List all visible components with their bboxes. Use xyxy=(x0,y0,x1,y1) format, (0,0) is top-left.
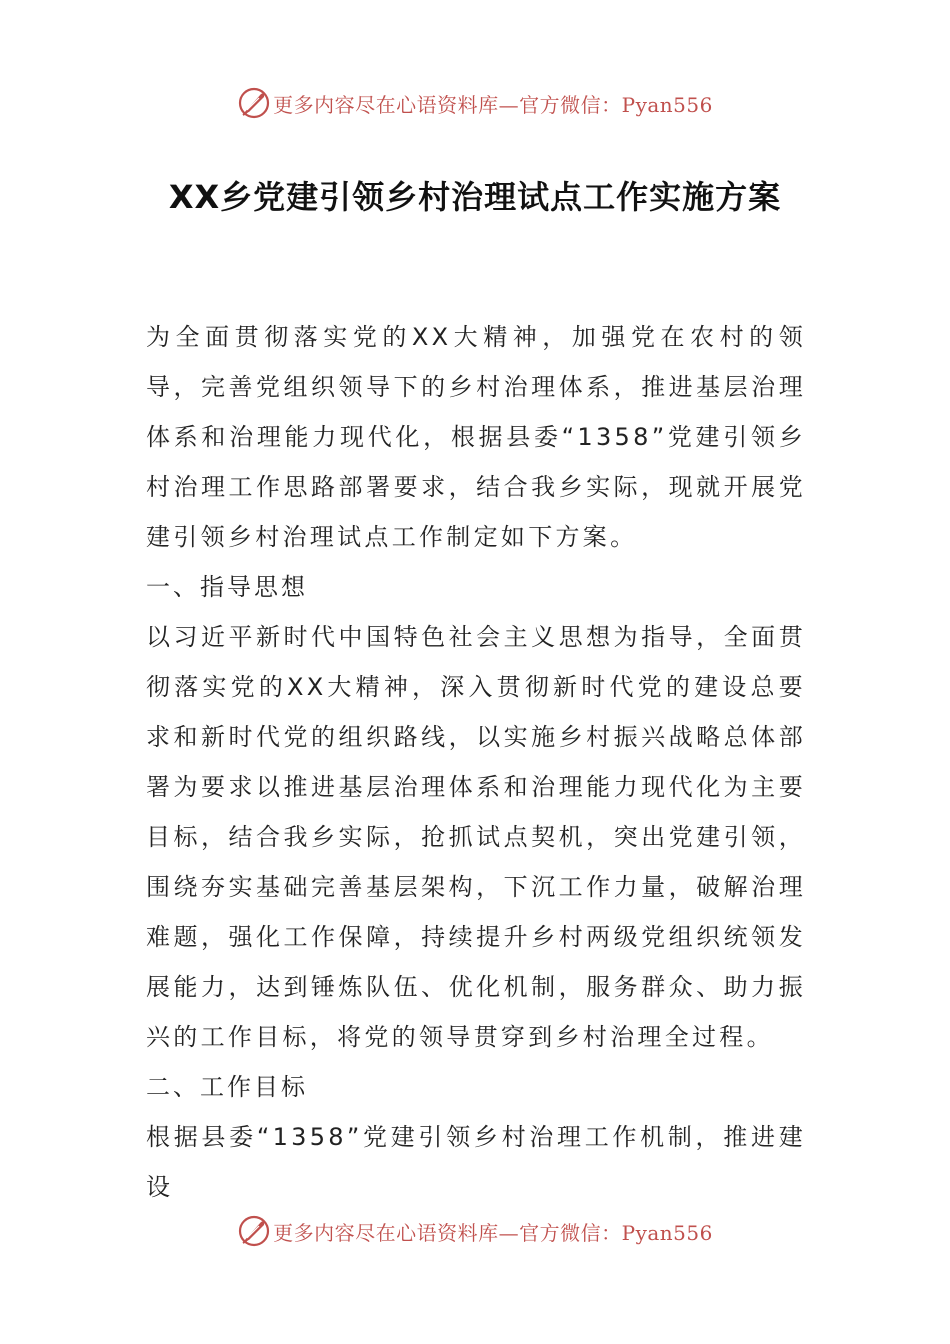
guiding-ideology-paragraph: 以习近平新时代中国特色社会主义思想为指导，全面贯彻落实党的XX大精神，深入贯彻新时代党的建设总要求和新时代党的组织路线，以实施乡村振兴战略总体部署为要求以推进基层治理体系和治理能力现代化为主要目标，结合我乡实际，抢抓试点契机，突出党建引领，围绕夯实基础完善基层架构，下沉工作力量，破解治理难题，强化工作保障，持续提升乡村两级党组织统领发展能力，达到锤炼队伍、优化机制，服务群众、助力振兴的工作目标，将党的领导贯穿到乡村治理全过程。 xyxy=(146,623,806,1051)
watermark-text: 更多内容尽在心语资料库—官方微信：Pyan556 xyxy=(273,92,713,117)
quill-pen-icon xyxy=(237,1214,271,1248)
watermark-text: 更多内容尽在心语资料库—官方微信：Pyan556 xyxy=(273,1220,713,1245)
document-body xyxy=(146,312,806,1212)
section-heading-work-goals: 二、工作目标 xyxy=(146,1073,308,1101)
footer-watermark-banner xyxy=(0,1211,950,1251)
work-goals-paragraph: 根据县委“1358”党建引领乡村治理工作机制，推进建设 xyxy=(146,1123,806,1201)
document-title: XX乡党建引领乡村治理试点工作实施方案 xyxy=(168,178,782,216)
section-heading-guiding-ideology: 一、指导思想 xyxy=(146,573,308,601)
header-watermark-banner xyxy=(0,83,950,123)
intro-paragraph: 为全面贯彻落实党的XX大精神，加强党在农村的领导，完善党组织领导下的乡村治理体系，推进基层治理体系和治理能力现代化，根据县委“1358”党建引领乡村治理工作思路部署要求，结合我乡实际，现就开展党建引领乡村治理试点工作制定如下方案。 xyxy=(146,323,806,551)
quill-pen-icon xyxy=(237,86,271,120)
